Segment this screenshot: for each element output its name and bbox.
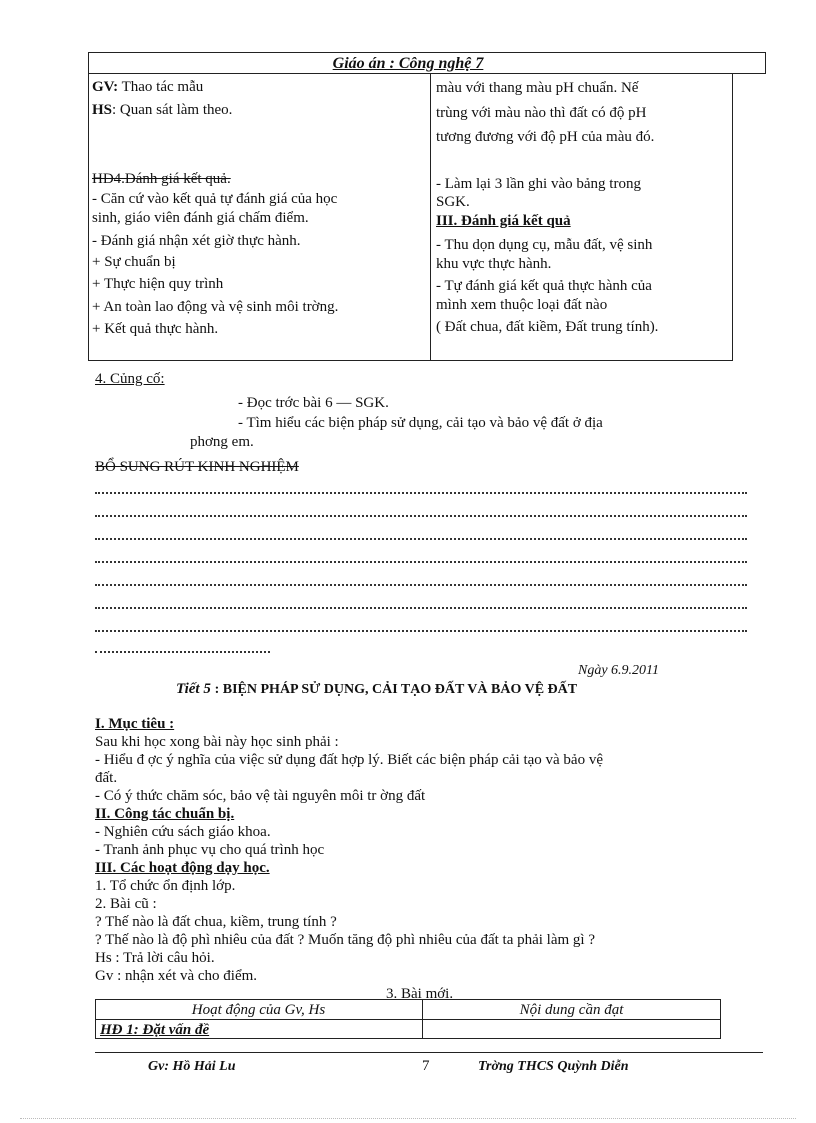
table2-col2-header: Nội dung cần đạt [519, 1002, 624, 1018]
hd4-title: HĐ4.Đánh giá kết quả. [92, 171, 231, 187]
consolidation-line-2: - Tìm hiểu các biện pháp sử dụng, cải tạo và bảo vệ đất ở địa [238, 415, 603, 431]
table2-row1: HĐ 1: Đặt vấn đề [100, 1022, 210, 1038]
left-line-5: + Thực hiện quy trình [92, 276, 224, 292]
dotted-line [95, 515, 747, 517]
objectives-line-3: đất. [95, 770, 118, 786]
dotted-line-short [95, 651, 270, 653]
right-line-3: - Tự đánh giá kết quả thực hành của [436, 278, 652, 294]
preparation-line-2: - Tranh ảnh phục vụ cho quá trình học [95, 842, 325, 858]
practice-table-divider [430, 73, 431, 361]
gv-line [92, 78, 203, 96]
right-repeat-line-2: SGK. [436, 194, 470, 210]
hs-text: : Quan sát làm theo. [112, 102, 233, 118]
objectives-line-4: - Có ý thức chăm sóc, bảo vệ tài nguyên môi tr ờng đất [95, 788, 426, 804]
left-line-7: + Kết quả thực hành. [92, 321, 219, 337]
left-line-3: - Đánh giá nhận xét giờ thực hành. [92, 233, 301, 249]
left-line-2: sinh, giáo viên đánh giá chấm điểm. [92, 210, 309, 226]
dotted-line [95, 584, 747, 586]
activities-line-6: Gv : nhận xét và cho điểm. [95, 968, 258, 984]
footer-teacher: Gv: Hồ Hải Lu [148, 1059, 236, 1074]
objectives-title: I. Mục tiêu : [95, 716, 175, 732]
lesson-title: : BIỆN PHÁP SỬ DỤNG, CẢI TẠO ĐẤT VÀ BẢO VỆ ĐẤT [214, 682, 578, 697]
footer-school: Trờng THCS Quỳnh Diễn [478, 1059, 629, 1074]
right-repeat-line-1: - Làm lại 3 lần ghi vào bảng trong [436, 176, 641, 192]
left-line-6: + An toàn lao động và vệ sinh môi trờng. [92, 299, 339, 315]
footer-rule [95, 1052, 763, 1053]
hs-label: HS [92, 102, 113, 118]
page-edge-dots [20, 1118, 796, 1119]
preparation-line-1: - Nghiên cứu sách giáo khoa. [95, 824, 271, 840]
activities-line-5: Hs : Trả lời câu hỏi. [95, 950, 215, 966]
right-top-line-1: màu với thang màu pH chuẩn. Nế [436, 80, 639, 96]
activities-line-3: ? Thế nào là đất chua, kiềm, trung tính ? [95, 914, 337, 930]
activities-table-row-divider [95, 1019, 721, 1020]
dotted-line [95, 630, 747, 632]
lesson-title-line [176, 680, 577, 699]
preparation-title: II. Công tác chuẩn bị. [95, 806, 235, 822]
consolidation-line-3: phơng em. [190, 434, 254, 450]
dotted-line [95, 492, 747, 494]
objectives-line-1: Sau khi học xong bài này học sinh phải : [95, 734, 339, 750]
right-line-2: khu vực thực hành. [436, 256, 552, 272]
dotted-line [95, 607, 747, 609]
consolidation-line-1: - Đọc trớc bài 6 — SGK. [238, 395, 389, 411]
page-header-title: Giáo án : Công nghệ 7 [332, 55, 484, 72]
gv-text: Thao tác mẫu [118, 79, 204, 95]
activities-title: III. Các hoạt động dạy học. [95, 860, 270, 876]
section-evaluation-title: III. Đánh giá kết quả [436, 213, 571, 229]
right-top-line-3: tương đương với độ pH của màu đó. [436, 129, 655, 145]
table2-col1-header: Hoạt động của Gv, Hs [191, 1002, 326, 1018]
objectives-line-2: - Hiểu đ ợc ý nghĩa của việc sử dụng đất hợp lý. Biết các biện pháp cải tạo và bảo vệ [95, 752, 603, 768]
lesson-period: Tiết 5 [176, 681, 211, 697]
right-top-line-2: trùng với màu nào thì đất có độ pH [436, 105, 647, 121]
left-line-1: - Căn cứ vào kết quả tự đánh giá của học [92, 191, 338, 207]
lesson-date: Ngày 6.9.2011 [578, 663, 660, 678]
right-line-1: - Thu dọn dụng cụ, mẫu đất, vệ sinh [436, 237, 653, 253]
gv-label: GV: [92, 79, 119, 95]
activities-line-4: ? Thế nào là độ phì nhiêu của đất ? Muốn tăng độ phì nhiêu của đất ta phải làm gì ? [95, 932, 595, 948]
consolidation-title: 4. Củng cố: [95, 371, 165, 387]
hs-line [92, 101, 232, 119]
right-line-4: mình xem thuộc loại đất nào [436, 297, 608, 313]
right-line-5: ( Đất chua, đất kiềm, Đất trung tính). [436, 319, 659, 335]
footer-page-number: 7 [422, 1058, 430, 1074]
activities-line-2: 2. Bài cũ : [95, 896, 157, 912]
supplement-title: BỔ SUNG RÚT KINH NGHIỆM [95, 459, 299, 475]
dotted-line [95, 538, 747, 540]
dotted-line [95, 561, 747, 563]
activities-line-1: 1. Tổ chức ổn định lớp. [95, 878, 236, 894]
new-lesson-label: 3. Bài mới. [386, 986, 454, 1002]
left-line-4: + Sự chuẩn bị [92, 254, 176, 270]
